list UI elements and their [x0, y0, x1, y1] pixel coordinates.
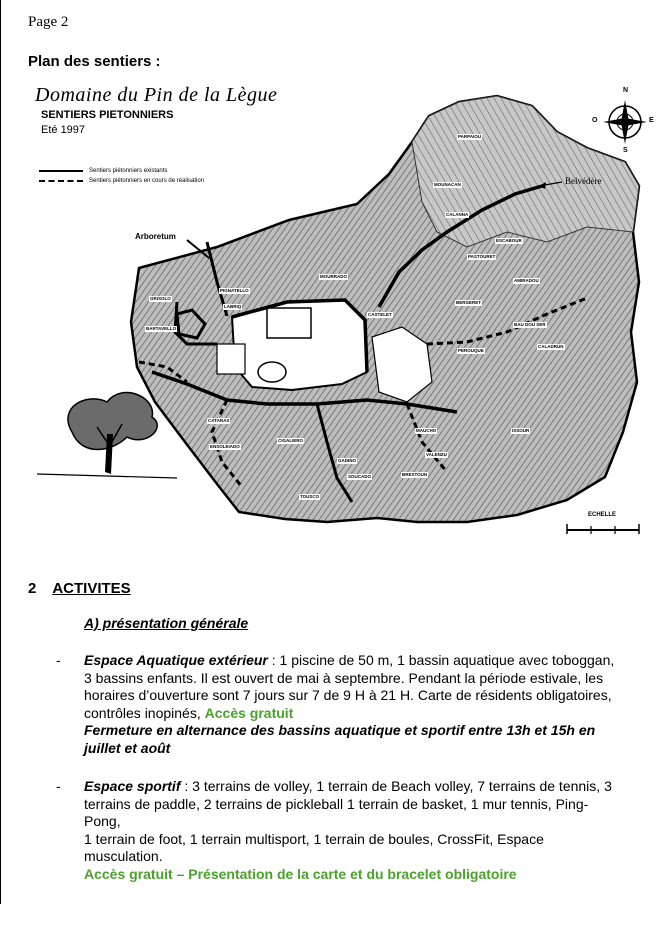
compass-rose [603, 100, 647, 144]
list-dash: - [56, 652, 61, 668]
zone-label: CALADRUN [538, 344, 564, 349]
section-title: ACTIVITES [52, 580, 131, 597]
zone-label: MAUCHO [416, 428, 437, 433]
zone-label: ESCABOUR [496, 238, 522, 243]
zone-label: CATARAS [208, 418, 230, 423]
north-zone [412, 96, 639, 247]
section-heading [28, 580, 131, 597]
zone-label: BERGERET [456, 300, 482, 305]
activity-item-aquatic [56, 652, 616, 757]
zone-label: ENSOLEIADO [210, 444, 240, 449]
compass-o: O [592, 117, 598, 124]
legend-item-existing [39, 166, 204, 176]
belvedere-label: Belvédère [565, 176, 602, 186]
access-badge: Accès gratuit – Présentation de la carte et du bracelet obligatoire [84, 865, 517, 882]
scale-bar [567, 524, 639, 534]
page-number: Page 2 [28, 14, 69, 30]
activity-body [84, 778, 616, 883]
plan-heading: Plan des sentiers : [28, 53, 161, 70]
zone-label: BRESTOUN [402, 472, 428, 477]
legend-dashed-line [39, 180, 83, 182]
zone-label: LABRIQ [224, 304, 242, 309]
zone-label: BAU DOU SER [514, 322, 546, 327]
list-dash: - [56, 778, 61, 794]
zone-label: ISSOUR [512, 428, 530, 433]
trail-map-drawing [27, 82, 658, 545]
court-block [267, 308, 311, 338]
activity-body [84, 652, 616, 757]
access-badge: Accès gratuit [204, 704, 294, 721]
subsection-heading: A) présentation générale [84, 615, 249, 631]
map-subtitle [41, 108, 173, 138]
arboretum-label: Arboretum [135, 232, 176, 241]
sports-ground [258, 362, 286, 382]
zone-label: PARPAIOU [458, 134, 482, 139]
activity-note: Fermeture en alternance des bassins aquatique et sportif entre 13h et 15h en juillet et août [84, 722, 596, 756]
activity-text: : 1 piscine de 50 m, 1 bassin aquatique avec toboggan, 3 bassins enfants. Il est ouvert de mai à septembre. Pendant la période estivale, les horaires d’ouverture sont 7 jours sur 7 de 9 H à 21 H. Carte de résidents obligatoires, contrôles inopinés, [84, 652, 615, 721]
map-legend [39, 166, 204, 186]
trail-map [27, 82, 658, 545]
map-title: Domaine du Pin de la Lègue [35, 84, 278, 106]
section-number: 2 [28, 580, 37, 597]
page-left-rule [0, 0, 1, 904]
zone-label: PEROUQUE [458, 348, 484, 353]
activity-text-2: 1 terrain de foot, 1 terrain multisport, 1 terrain de boules, CrossFit, Espace musculation. [84, 830, 544, 864]
map-year: Eté 1997 [41, 124, 86, 136]
zone-label: MOUNACAN [434, 182, 461, 187]
compass-n: N [623, 87, 629, 94]
legend-label: Sentiers piétonniers existants [89, 168, 168, 174]
zone-label: PIGNATELLO [220, 288, 249, 293]
activity-heading: Espace Aquatique extérieur [84, 652, 268, 668]
zone-label: MOURRADO [320, 274, 347, 279]
zone-label: PASTOURET [468, 254, 496, 259]
zone-label: CALANNA [446, 212, 469, 217]
zone-label: VALENZU [426, 452, 447, 457]
court-block-2 [217, 344, 245, 374]
activity-item-sport [56, 778, 616, 883]
zone-label: GRISOLO [150, 296, 171, 301]
legend-label: Sentiers piétonniers en cours de réalisation [89, 178, 205, 184]
compass-s: S [623, 147, 628, 154]
legend-item-in-progress [39, 176, 204, 186]
zone-label: SOUCADO [348, 474, 372, 479]
zone-label: BARTAVELLO [146, 326, 177, 331]
scale-label: ECHELLE [588, 512, 617, 518]
activity-text: : 3 terrains de volley, 1 terrain de Beach volley, 7 terrains de tennis, 3 terrains de paddle, 2 terrains de pickleball 1 terrain de basket, 1 mur tennis, Ping-Pong, [84, 778, 612, 829]
zone-label: TOUSCO [300, 494, 320, 499]
zone-label: AMIRADOU [514, 278, 539, 283]
map-subtitle-text: SENTIERS PIETONNIERS [41, 109, 174, 121]
zone-label: CASTELET [368, 312, 392, 317]
legend-solid-line [39, 170, 83, 172]
compass-e: E [649, 117, 654, 124]
zone-label: GADINO [338, 458, 356, 463]
zone-label: CIGALIERO [278, 438, 304, 443]
activity-heading: Espace sportif [84, 778, 181, 794]
